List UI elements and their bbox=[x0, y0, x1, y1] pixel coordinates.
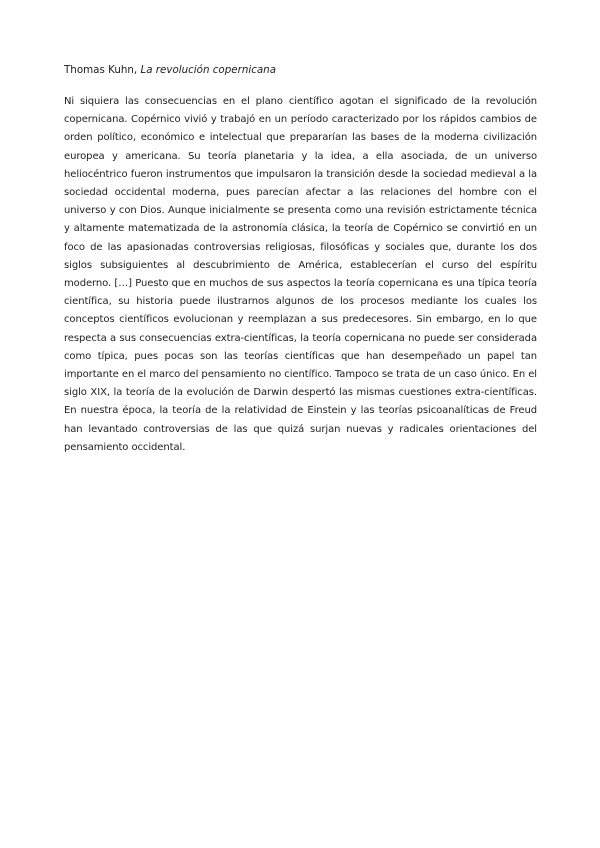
document-page bbox=[64, 63, 537, 457]
author-name: Thomas Kuhn, bbox=[64, 64, 138, 76]
work-title: La revolución copernicana bbox=[140, 64, 277, 76]
citation-header bbox=[64, 63, 537, 77]
body-paragraph: Ni siquiera las consecuencias en el plano científico agotan el significado de la revolución copernicana. Copérnico vivió y trabajó en un período caracterizado por los rápidos cambios de orden político, económico e intelectual que prepararían las bases de la moderna civilización europea y americana. Su teoría planetaria y la idea, a ella asociada, de un universo heliocéntrico fueron instrumentos que impulsaron la transición desde la sociedad medieval a la sociedad occidental moderna, pues parecían afectar a las relaciones del hombre con el universo y con Dios. Aunque inicialmente se presenta como una revisión estrictamente técnica y altamente matematizada de la astronomía clásica, la teoría de Copérnico se convirtió en un foco de las apasionadas controversias religiosas, filosóficas y sociales que, durante los dos siglos subsiguientes al descubrimiento de América, establecerían el curso del espíritu moderno. […] Puesto que en muchos de sus aspectos la teoría copernicana es una típica teoría científica, su historia puede ilustrarnos algunos de los procesos mediante los cuales los conceptos científicos evolucionan y reemplazan a sus predecesores. Sin embargo, en lo que respecta a sus consecuencias extra-científicas, la teoría copernicana no puede ser considerada como típica, pues pocas son las teorías científicas que han desempeñado un papel tan importante en el marco del pensamiento no científico. Tampoco se trata de un caso único. En el siglo XIX, la teoría de la evolución de Darwin despertó las mismas cuestiones extra-científicas. En nuestra época, la teoría de la relatividad de Einstein y las teorías psicoanalíticas de Freud han levantado controversias de las que quizá surjan nuevas y radicales orientaciones del pensamiento occidental. bbox=[64, 96, 537, 453]
